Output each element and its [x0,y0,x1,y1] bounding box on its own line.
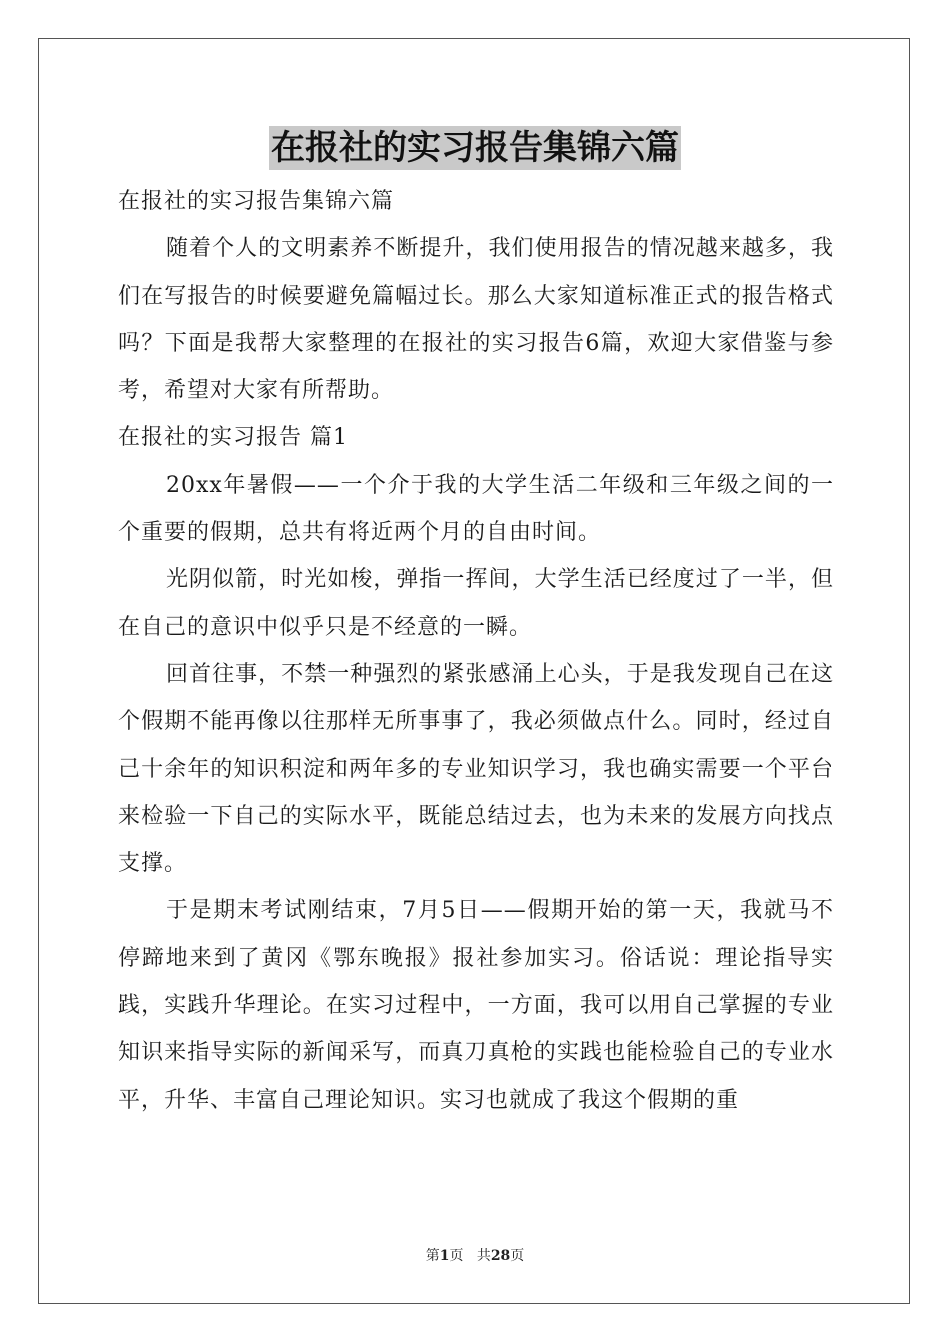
page-footer [0,1245,950,1265]
total-prefix: 共 [476,1248,491,1264]
body-paragraph: 回首往事，不禁一种强烈的紧张感涌上心头，于是我发现自己在这个假期不能再像以往那样无所事事了，我必须做点什么。同时，经过自己十余年的知识积淀和两年多的专业知识学习，我也确实需要一个平台来检验一下自己的实际水平，既能总结过去，也为未来的发展方向找点支撑。 [118,661,834,877]
subtitle-line: 在报社的实习报告集锦六篇 [118,189,395,214]
document-title: 在报社的实习报告集锦六篇 [271,128,679,168]
total-pages: 28 [490,1248,511,1264]
total-unit: 页 [510,1248,525,1264]
page-unit: 页 [449,1248,464,1264]
title-container [0,126,950,170]
document-body [118,178,834,1124]
page-number: 1 [439,1248,450,1264]
body-paragraph: 光阴似箭，时光如梭，弹指一挥间，大学生活已经度过了一半，但在自己的意识中似乎只是不经意的一瞬。 [118,567,834,640]
body-paragraph: 于是期末考试刚结束，7月5日——假期开始的第一天，我就马不停蹄地来到了黄冈《鄂东晚报》报社参加实习。俗话说：理论指导实践，实践升华理论。在实习过程中，一方面，我可以用自己掌握的专业知识来指导实际的新闻采写，而真刀真枪的实践也能检验自己的专业水平，升华、丰富自己理论知识。实习也就成了我这个假期的重 [118,898,834,1113]
body-paragraph: 20xx年暑假——一个介于我的大学生活二年级和三年级之间的一个重要的假期，总共有将近两个月的自由时间。 [118,472,834,546]
section-heading: 在报社的实习报告 篇1 [118,425,348,451]
intro-paragraph: 随着个人的文明素养不断提升，我们使用报告的情况越来越多，我们在写报告的时候要避免篇幅过长。那么大家知道标准正式的报告格式吗？下面是我帮大家整理的在报社的实习报告6篇，欢迎大家借鉴与参考，希望对大家有所帮助。 [118,236,834,404]
page-prefix: 第 [425,1248,440,1264]
